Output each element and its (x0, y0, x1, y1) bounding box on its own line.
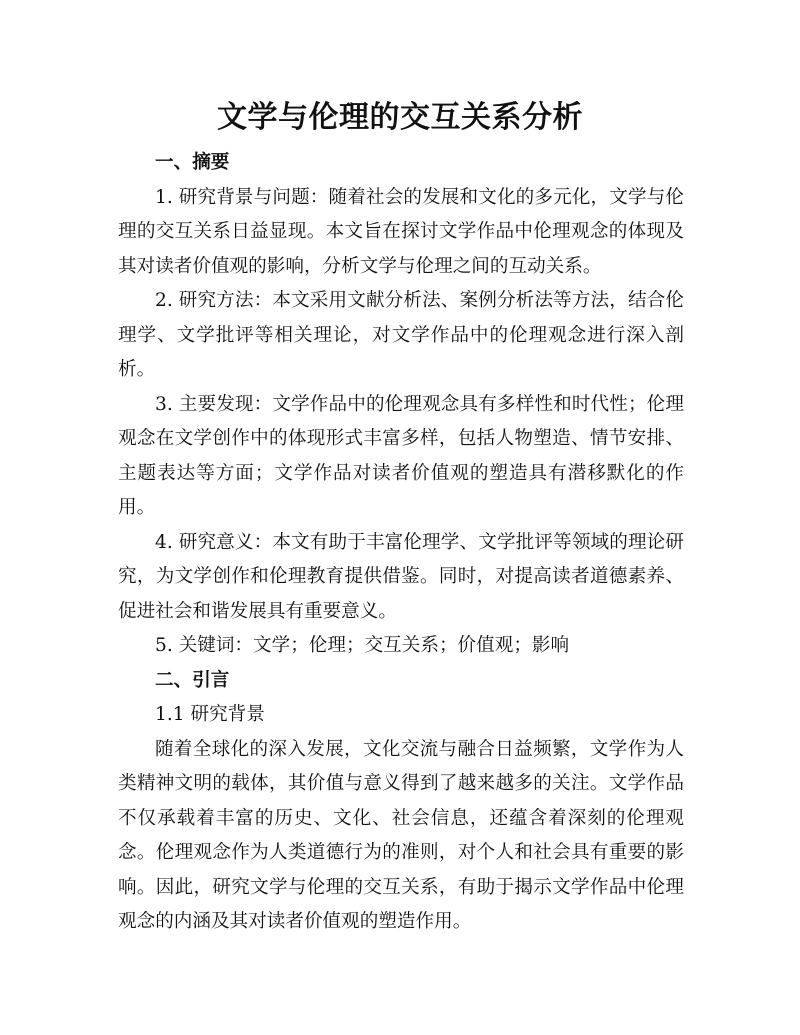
section-heading-introduction: 二、引言 (155, 669, 230, 691)
abstract-item-2: 2. 研究方法：本文采用文献分析法、案例分析法等方法，结合伦理学、文学批评等相关理论，对文学作品中的伦理观念进行深入剖析。 (118, 290, 684, 380)
abstract-item-1: 1. 研究背景与问题：随着社会的发展和文化的多元化，文学与伦理的交互关系日益显现。本文旨在探讨文学作品中伦理观念的体现及其对读者价值观的影响，分析文学与伦理之间的互动关系。 (118, 186, 684, 277)
abstract-item-5: 5. 关键词：文学；伦理；交互关系；价值观；影响 (155, 635, 570, 656)
abstract-item-4: 4. 研究意义：本文有助于丰富伦理学、文学批评等领域的理论研究，为文学创作和伦理教育提供借鉴。同时，对提高读者道德素养、促进社会和谐发展具有重要意义。 (118, 531, 684, 622)
abstract-item-3: 3. 主要发现：文学作品中的伦理观念具有多样性和时代性；伦理观念在文学创作中的体现形式丰富多样，包括人物塑造、情节安排、主题表达等方面；文学作品对读者价值观的塑造具有潜移默化的作用。 (118, 393, 684, 518)
section-heading-abstract: 一、摘要 (155, 152, 230, 173)
document-body (118, 146, 684, 940)
page-title: 文学与伦理的交互关系分析 (217, 100, 583, 135)
subsection-heading-background: 1.1 研究背景 (155, 704, 265, 725)
introduction-paragraph: 随着全球化的深入发展，文化交流与融合日益频繁，文学作为人类精神文明的载体，其价值与意义得到了越来越多的关注。文学作品不仅承载着丰富的历史、文化、社会信息，还蕴含着深刻的伦理观念。伦理观念作为人类道德行为的准则，对个人和社会具有重要的影响。因此，研究文学与伦理的交互关系，有助于揭示文学作品中伦理观念的内涵及其对读者价值观的塑造作用。 (118, 738, 684, 932)
